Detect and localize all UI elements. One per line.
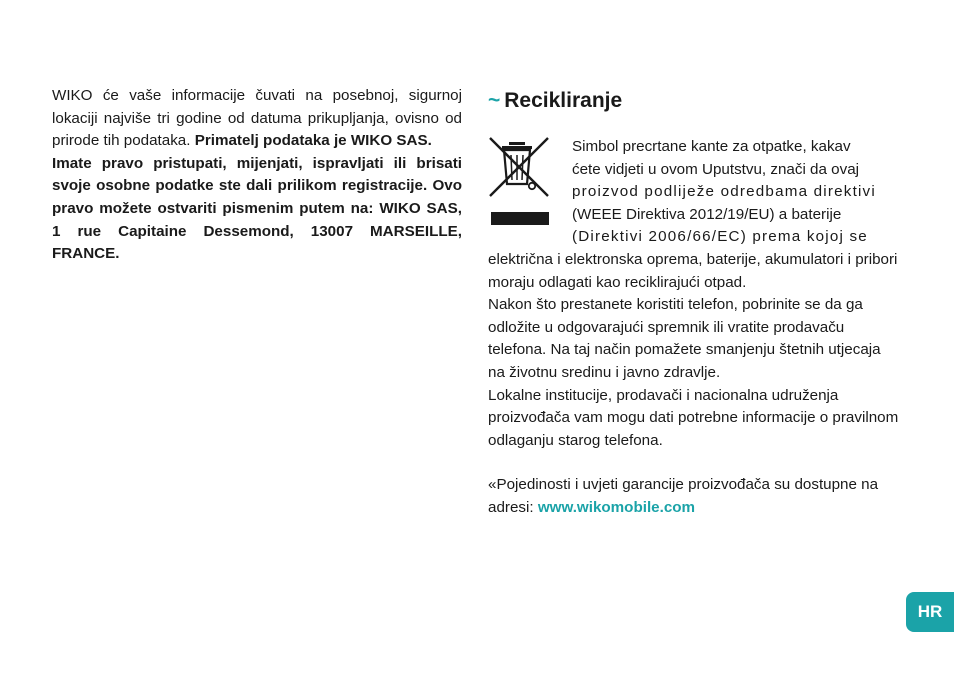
crossed-out-wheelie-bin-icon (488, 136, 550, 228)
privacy-section (52, 85, 462, 266)
weee-line-4: (WEEE Direktiva 2012/19/EU) a baterije (572, 205, 842, 223)
privacy-paragraph (52, 85, 462, 266)
recycling-section (488, 86, 900, 520)
recycling-title: Recikliranje (504, 89, 623, 112)
local-institutions-paragraph: Lokalne institucije, prodavači i nacionalna udruženja proizvođača vam mogu dati potrebne informacije o pravilnom odlaganju starog telefona. (488, 386, 899, 449)
language-tab: HR (906, 592, 954, 632)
weee-line-1: Simbol precrtane kante za otpatke, kakav (572, 138, 851, 155)
weee-line-5: (Direktivi 2006/66/EC) prema kojoj se (572, 228, 868, 246)
warranty-paragraph (488, 474, 900, 519)
data-recipient-text: Primatelj podataka je WIKO SAS. (194, 132, 432, 150)
weee-block (488, 136, 900, 249)
wikomobile-link[interactable]: www.wikomobile.com (537, 498, 696, 516)
weee-continuation: električna i elektronska oprema, baterije, akumulatori i pribori moraju odlagati kao reciklirajući otpad. (488, 250, 898, 291)
privacy-storage-text: WIKO će vaše informacije čuvati na posebnoj, sigurnoj lokaciji najviše tri godine od datuma prikupljanja, ovisno od prirode tih podataka. (52, 87, 462, 150)
weee-line-3: proizvod podliježe odredbama direktivi (572, 183, 876, 201)
rights-text: Imate pravo pristupati, mijenjati, ispravljati ili brisati svoje osobne podatke ste dali prilikom registracije. Ovo pravo možete ostvariti pismenim putem na: WIKO SAS, 1 rue Capitaine Dessemond, 13007 MARSEILLE, FRANCE. (52, 154, 462, 263)
weee-line-2: ćete vidjeti u ovom Uputstvu, znači da ovaj (572, 160, 860, 178)
warranty-text: «Pojedinosti i uvjeti garancije proizvođača su dostupne na adresi: (488, 476, 879, 516)
disposal-paragraph: Nakon što prestanete koristiti telefon, pobrinite se da ga odložite u odgovarajući spremnik ili vratite prodavaču telefona. Na taj način pomažete smanjenju štetnih utjecaja na životnu sredinu i javno zdravlje. (488, 296, 881, 381)
heading-tilde: ~ (488, 89, 501, 112)
recycling-heading (488, 86, 900, 116)
